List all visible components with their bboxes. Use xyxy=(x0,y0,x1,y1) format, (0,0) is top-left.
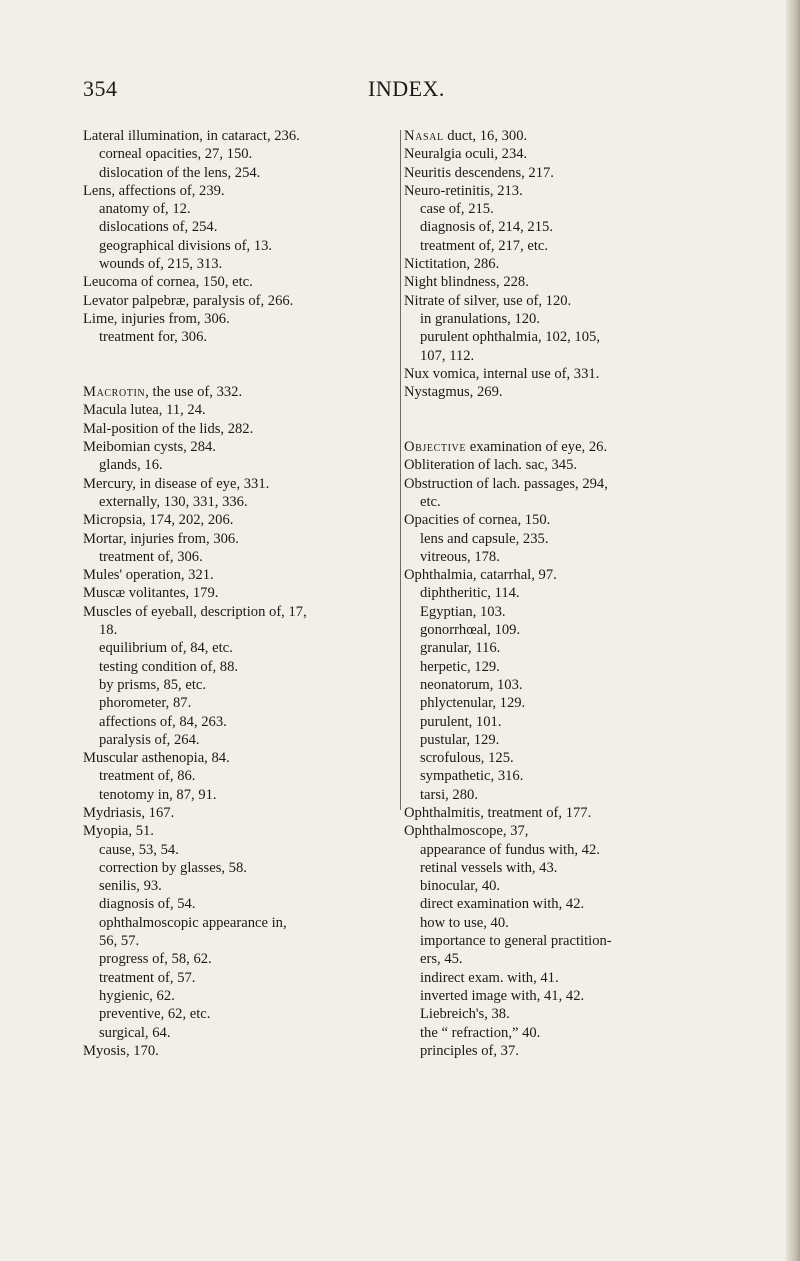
entry-text: phorometer, 87. xyxy=(99,695,192,712)
entry-text: Micropsia, 174, 202, 206. xyxy=(83,512,234,529)
entry-text: preventive, 62, etc. xyxy=(99,1006,211,1023)
entry-text: Nictitation, 286. xyxy=(404,256,500,273)
index-entry-sub xyxy=(404,895,722,913)
index-entry-sub xyxy=(83,676,401,694)
entry-text: diphtheritic, 114. xyxy=(420,585,520,602)
index-entry-main xyxy=(404,438,722,456)
index-entry-main xyxy=(404,182,722,200)
entry-text: how to use, 40. xyxy=(420,914,509,931)
entry-text: Opacities of cornea, 150. xyxy=(404,512,551,529)
index-entry-sub xyxy=(404,310,722,328)
entry-text: Egyptian, 103. xyxy=(420,603,506,620)
index-entry-main xyxy=(83,438,401,456)
index-entry-cont xyxy=(83,932,401,950)
index-entry-main xyxy=(404,822,722,840)
entry-text: diagnosis of, 214, 215. xyxy=(420,219,553,236)
index-entry-sub xyxy=(83,841,401,859)
index-entry-cont xyxy=(404,950,722,968)
index-entry-main xyxy=(83,749,401,767)
entry-text: Liebreich's, 38. xyxy=(420,1006,510,1023)
index-entry-sub xyxy=(83,493,401,511)
entry-text: lens and capsule, 235. xyxy=(420,530,549,547)
entry-text: phlyctenular, 129. xyxy=(420,695,526,712)
entry-text: Lateral illumination, in cataract, 236. xyxy=(83,128,300,144)
index-entry-cont xyxy=(404,493,722,511)
index-entry-sub xyxy=(83,767,401,785)
entry-text: in granulations, 120. xyxy=(420,310,540,327)
index-entry-main xyxy=(83,584,401,602)
index-entry-sub xyxy=(83,859,401,877)
index-entry-sub xyxy=(404,713,722,731)
entry-text: treatment of, 306. xyxy=(99,548,203,565)
index-entry-main xyxy=(83,273,401,291)
entry-text: vitreous, 178. xyxy=(420,548,500,565)
page-number: 354 xyxy=(83,76,118,101)
entry-text: Mal-position of the lids, 282. xyxy=(83,420,254,437)
index-entry-main xyxy=(404,566,722,584)
index-entry-main xyxy=(404,164,722,182)
index-entry-main xyxy=(404,511,722,529)
entry-text: treatment of, 86. xyxy=(99,768,196,785)
index-entry-main xyxy=(83,566,401,584)
entry-text: testing condition of, 88. xyxy=(99,658,239,675)
entry-text: Obliteration of lach. sac, 345. xyxy=(404,457,578,474)
entry-text: Nitrate of silver, use of, 120. xyxy=(404,292,572,309)
entry-text: principles of, 37. xyxy=(420,1042,519,1059)
index-entry-sub xyxy=(404,731,722,749)
index-entry-main xyxy=(404,292,722,310)
entry-text: diagnosis of, 54. xyxy=(99,896,196,913)
entry-text: 18. xyxy=(99,622,118,639)
entry-text: Ophthalmia, catarrhal, 97. xyxy=(404,567,557,584)
index-entry-sub xyxy=(404,621,722,639)
entry-text: corneal opacities, 27, 150. xyxy=(99,146,253,163)
entry-text: appearance of fundus with, 42. xyxy=(420,841,600,858)
entry-text: Nystagmus, 269. xyxy=(404,384,503,401)
entry-text: 107, 112. xyxy=(420,347,475,364)
index-entry-sub xyxy=(83,694,401,712)
index-entry-sub xyxy=(404,548,722,566)
entry-text: examination of eye, 26. xyxy=(466,439,608,456)
index-entry-cont xyxy=(83,621,401,639)
index-entry-sub xyxy=(83,456,401,474)
index-entry-sub xyxy=(404,639,722,657)
index-entry-sub xyxy=(404,530,722,548)
entry-text: dislocations of, 254. xyxy=(99,219,218,236)
entry-text: treatment of, 57. xyxy=(99,969,196,986)
index-entry-sub xyxy=(404,1024,722,1042)
entry-text: correction by glasses, 58. xyxy=(99,859,247,876)
index-entry-main xyxy=(83,1042,401,1060)
index-entry-sub xyxy=(404,1005,722,1023)
index-entry-sub xyxy=(83,200,401,218)
entry-text: surgical, 64. xyxy=(99,1024,171,1041)
entry-text: Lens, affections of, 239. xyxy=(83,182,225,199)
index-entry-sub xyxy=(404,749,722,767)
entry-text: ophthalmoscopic appearance in, xyxy=(99,914,287,931)
entry-text: indirect exam. with, 41. xyxy=(420,969,559,986)
entry-text: hygienic, 62. xyxy=(99,987,175,1004)
entry-text: Nux vomica, internal use of, 331. xyxy=(404,365,600,382)
index-entry-main xyxy=(83,127,401,145)
entry-text: Mules' operation, 321. xyxy=(83,567,214,584)
index-entry-cont xyxy=(404,347,722,365)
index-entry-main xyxy=(83,383,401,401)
entry-text: sympathetic, 316. xyxy=(420,768,524,785)
index-entry-sub xyxy=(83,713,401,731)
entry-text: progress of, 58, 62. xyxy=(99,951,212,968)
index-entry-main xyxy=(404,365,722,383)
entry-text: Mercury, in disease of eye, 331. xyxy=(83,475,270,492)
index-entry-sub xyxy=(83,877,401,895)
index-entry-sub xyxy=(404,859,722,877)
entry-text: case of, 215. xyxy=(420,201,494,218)
entry-text: neonatorum, 103. xyxy=(420,676,523,693)
entry-text: geographical divisions of, 13. xyxy=(99,237,273,254)
index-entry-main xyxy=(404,456,722,474)
entry-text: Macula lutea, 11, 24. xyxy=(83,402,206,419)
entry-heading-word: Objective xyxy=(404,439,467,456)
entry-text: externally, 130, 331, 336. xyxy=(99,493,248,510)
index-entry-sub xyxy=(404,676,722,694)
entry-text: gonorrhœal, 109. xyxy=(420,622,521,639)
index-entry-sub xyxy=(404,218,722,236)
index-entry-main xyxy=(404,383,722,401)
index-entry-main xyxy=(83,511,401,529)
index-entry-sub xyxy=(83,950,401,968)
entry-text: treatment for, 306. xyxy=(99,329,208,346)
entry-text: duct, 16, 300. xyxy=(443,128,528,144)
index-entry-sub xyxy=(404,1042,722,1060)
index-entry-main xyxy=(83,804,401,822)
index-entry-main xyxy=(83,420,401,438)
entry-text: Myosis, 170. xyxy=(83,1042,159,1059)
entry-text: glands, 16. xyxy=(99,457,163,474)
index-entry-sub xyxy=(404,969,722,987)
index-entry-sub xyxy=(404,658,722,676)
entry-text: Neuro-retinitis, 213. xyxy=(404,182,523,199)
column-divider xyxy=(400,130,401,810)
index-entry-sub xyxy=(404,932,722,950)
entry-text: Mydriasis, 167. xyxy=(83,804,175,821)
index-entry-sub xyxy=(83,145,401,163)
entry-text: Muscular asthenopia, 84. xyxy=(83,750,230,767)
index-entry-main xyxy=(83,530,401,548)
entry-text: Mortar, injuries from, 306. xyxy=(83,530,239,547)
entry-text: , the use of, 332. xyxy=(145,384,243,401)
index-entry-main xyxy=(404,145,722,163)
index-entry-main xyxy=(404,255,722,273)
entry-text: granular, 116. xyxy=(420,640,501,657)
index-entry-sub xyxy=(83,255,401,273)
index-entry-sub xyxy=(83,639,401,657)
entry-text: tenotomy in, 87, 91. xyxy=(99,786,217,803)
index-entry-sub xyxy=(404,987,722,1005)
entry-text: treatment of, 217, etc. xyxy=(420,237,549,254)
index-entry-sub xyxy=(83,218,401,236)
entry-text: Ophthalmoscope, 37, xyxy=(404,823,529,840)
entry-text: affections of, 84, 263. xyxy=(99,713,227,730)
index-entry-sub xyxy=(83,237,401,255)
entry-text: Myopia, 51. xyxy=(83,823,154,840)
entry-text: inverted image with, 41, 42. xyxy=(420,987,585,1004)
index-entry-sub xyxy=(83,786,401,804)
entry-text: retinal vessels with, 43. xyxy=(420,859,558,876)
entry-text: Neuralgia oculi, 234. xyxy=(404,146,528,163)
entry-text: scrofulous, 125. xyxy=(420,750,514,767)
page-header xyxy=(0,76,800,106)
entry-text: the “ refraction,” 40. xyxy=(420,1024,541,1041)
index-entry-main xyxy=(404,127,722,145)
entry-text: pustular, 129. xyxy=(420,731,500,748)
entry-text: tarsi, 280. xyxy=(420,786,478,803)
entry-text: Muscæ volitantes, 179. xyxy=(83,585,219,602)
index-entry-sub xyxy=(404,328,722,346)
running-head: INDEX. xyxy=(368,76,445,101)
index-entry-sub xyxy=(404,237,722,255)
index-entry-main xyxy=(83,401,401,419)
index-entry-main xyxy=(83,475,401,493)
entry-text: Neuritis descendens, 217. xyxy=(404,164,554,181)
index-entry-main xyxy=(83,822,401,840)
index-entry-sub xyxy=(404,786,722,804)
index-entry-sub xyxy=(404,694,722,712)
index-entry-sub xyxy=(404,877,722,895)
entry-text: Night blindness, 228. xyxy=(404,274,529,291)
index-entry-sub xyxy=(83,658,401,676)
index-column-left xyxy=(83,127,401,1060)
index-entry-main xyxy=(404,804,722,822)
index-entry-sub xyxy=(404,841,722,859)
entry-text: Leucoma of cornea, 150, etc. xyxy=(83,274,253,291)
entry-text: anatomy of, 12. xyxy=(99,201,191,218)
index-entry-sub xyxy=(83,548,401,566)
entry-text: wounds of, 215, 313. xyxy=(99,256,223,273)
index-entry-sub xyxy=(404,200,722,218)
entry-text: ers, 45. xyxy=(420,951,463,968)
index-entry-main xyxy=(83,310,401,328)
index-entry-main xyxy=(83,182,401,200)
entry-text: purulent ophthalmia, 102, 105, xyxy=(420,329,600,346)
index-entry-sub xyxy=(83,987,401,1005)
entry-text: purulent, 101. xyxy=(420,713,502,730)
index-entry-main xyxy=(83,292,401,310)
index-entry-sub xyxy=(83,164,401,182)
entry-text: binocular, 40. xyxy=(420,878,501,895)
entry-text: direct examination with, 42. xyxy=(420,896,585,913)
index-entry-sub xyxy=(83,969,401,987)
entry-text: Muscles of eyeball, description of, 17, xyxy=(83,603,307,620)
entry-text: Meibomian cysts, 284. xyxy=(83,439,216,456)
entry-text: Levator palpebræ, paralysis of, 266. xyxy=(83,292,294,309)
page-edge xyxy=(786,0,800,1261)
entry-text: Ophthalmitis, treatment of, 177. xyxy=(404,804,592,821)
entry-text: equilibrium of, 84, etc. xyxy=(99,640,233,657)
index-entry-sub xyxy=(83,1024,401,1042)
entry-text: Lime, injuries from, 306. xyxy=(83,310,230,327)
entry-text: senilis, 93. xyxy=(99,878,162,895)
entry-text: cause, 53, 54. xyxy=(99,841,179,858)
entry-text: herpetic, 129. xyxy=(420,658,500,675)
index-entry-sub xyxy=(83,731,401,749)
index-entry-main xyxy=(404,475,722,493)
index-entry-sub xyxy=(404,767,722,785)
index-entry-sub xyxy=(83,328,401,346)
index-column-right xyxy=(404,127,722,1060)
index-entry-sub xyxy=(83,895,401,913)
entry-text: 56, 57. xyxy=(99,933,140,950)
entry-text: importance to general practition- xyxy=(420,933,612,950)
entry-text: Obstruction of lach. passages, 294, xyxy=(404,475,608,492)
entry-text: paralysis of, 264. xyxy=(99,731,200,748)
entry-heading-word: Macrotin xyxy=(83,384,146,401)
entry-text: by prisms, 85, etc. xyxy=(99,676,207,693)
index-entry-sub xyxy=(404,603,722,621)
entry-heading-word: Nasal xyxy=(404,128,444,144)
index-entry-main xyxy=(404,273,722,291)
index-entry-main xyxy=(83,603,401,621)
entry-text: etc. xyxy=(420,493,441,510)
index-entry-sub xyxy=(404,584,722,602)
index-entry-sub xyxy=(83,914,401,932)
index-entry-sub xyxy=(404,914,722,932)
index-entry-sub xyxy=(83,1005,401,1023)
entry-text: dislocation of the lens, 254. xyxy=(99,164,261,181)
